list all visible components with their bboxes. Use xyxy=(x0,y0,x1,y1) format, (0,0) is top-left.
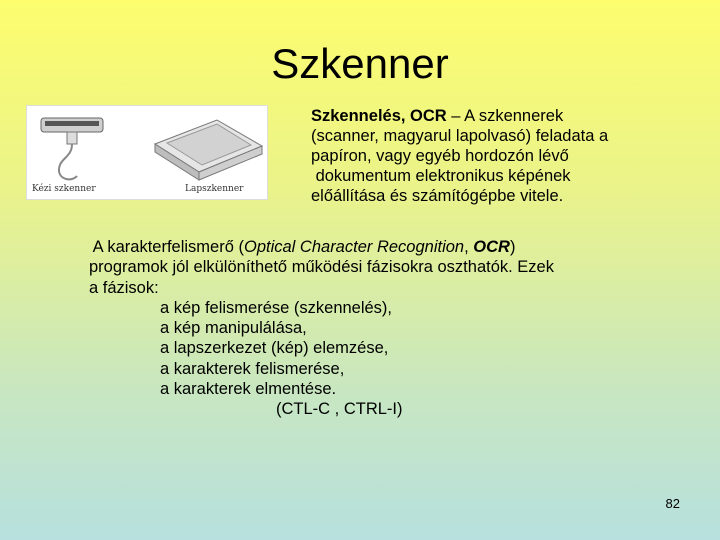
intro-term: Szkennelés, OCR xyxy=(311,107,447,125)
page-number: 82 xyxy=(665,496,680,511)
phase-item: a kép manipulálása, xyxy=(160,319,307,338)
phase-item: a kép felismerése (szkennelés), xyxy=(160,298,393,317)
phase-item: a lapszerkezet (kép) elemzése, xyxy=(160,339,389,358)
intro-line-5: előállítása és számítógépbe vitele. xyxy=(311,187,564,205)
flatbed-scanner-caption: Lapszkenner xyxy=(185,184,244,194)
intro-line-3: papíron, vagy egyéb hordozón lévő xyxy=(311,147,569,165)
shortcut-text: (CTL-C , CTRL-I) xyxy=(276,400,403,419)
hand-scanner-icon xyxy=(41,118,103,179)
hand-scanner-caption: Kézi szkenner xyxy=(32,184,96,194)
ocr-acronym: OCR xyxy=(473,238,510,256)
phase-item: a karakterek elmentése. xyxy=(160,380,337,399)
phase-item: a karakterek felismerése, xyxy=(160,359,345,378)
scanner-illustration xyxy=(26,105,268,200)
ocr-line-1: A karakterfelismerő (Optical Character Recognition, OCR) xyxy=(89,238,516,256)
slide-title: Szkenner xyxy=(271,40,449,87)
intro-line-4: dokumentum elektronikus képének xyxy=(311,167,571,185)
flatbed-scanner-icon xyxy=(155,120,262,180)
ocr-full-name: Optical Character Recognition xyxy=(243,238,465,256)
intro-paragraph xyxy=(311,106,701,206)
ocr-line-2: programok jól elkülöníthető működési fázisokra oszthatók. Ezek xyxy=(89,258,554,277)
ocr-paragraph xyxy=(89,237,689,420)
intro-line-2: (scanner, magyarul lapolvasó) feladata a xyxy=(311,127,609,145)
intro-line-1: Szkennelés, OCR – A szkennerek xyxy=(311,107,564,125)
ocr-line-3: a fázisok: xyxy=(89,278,159,297)
